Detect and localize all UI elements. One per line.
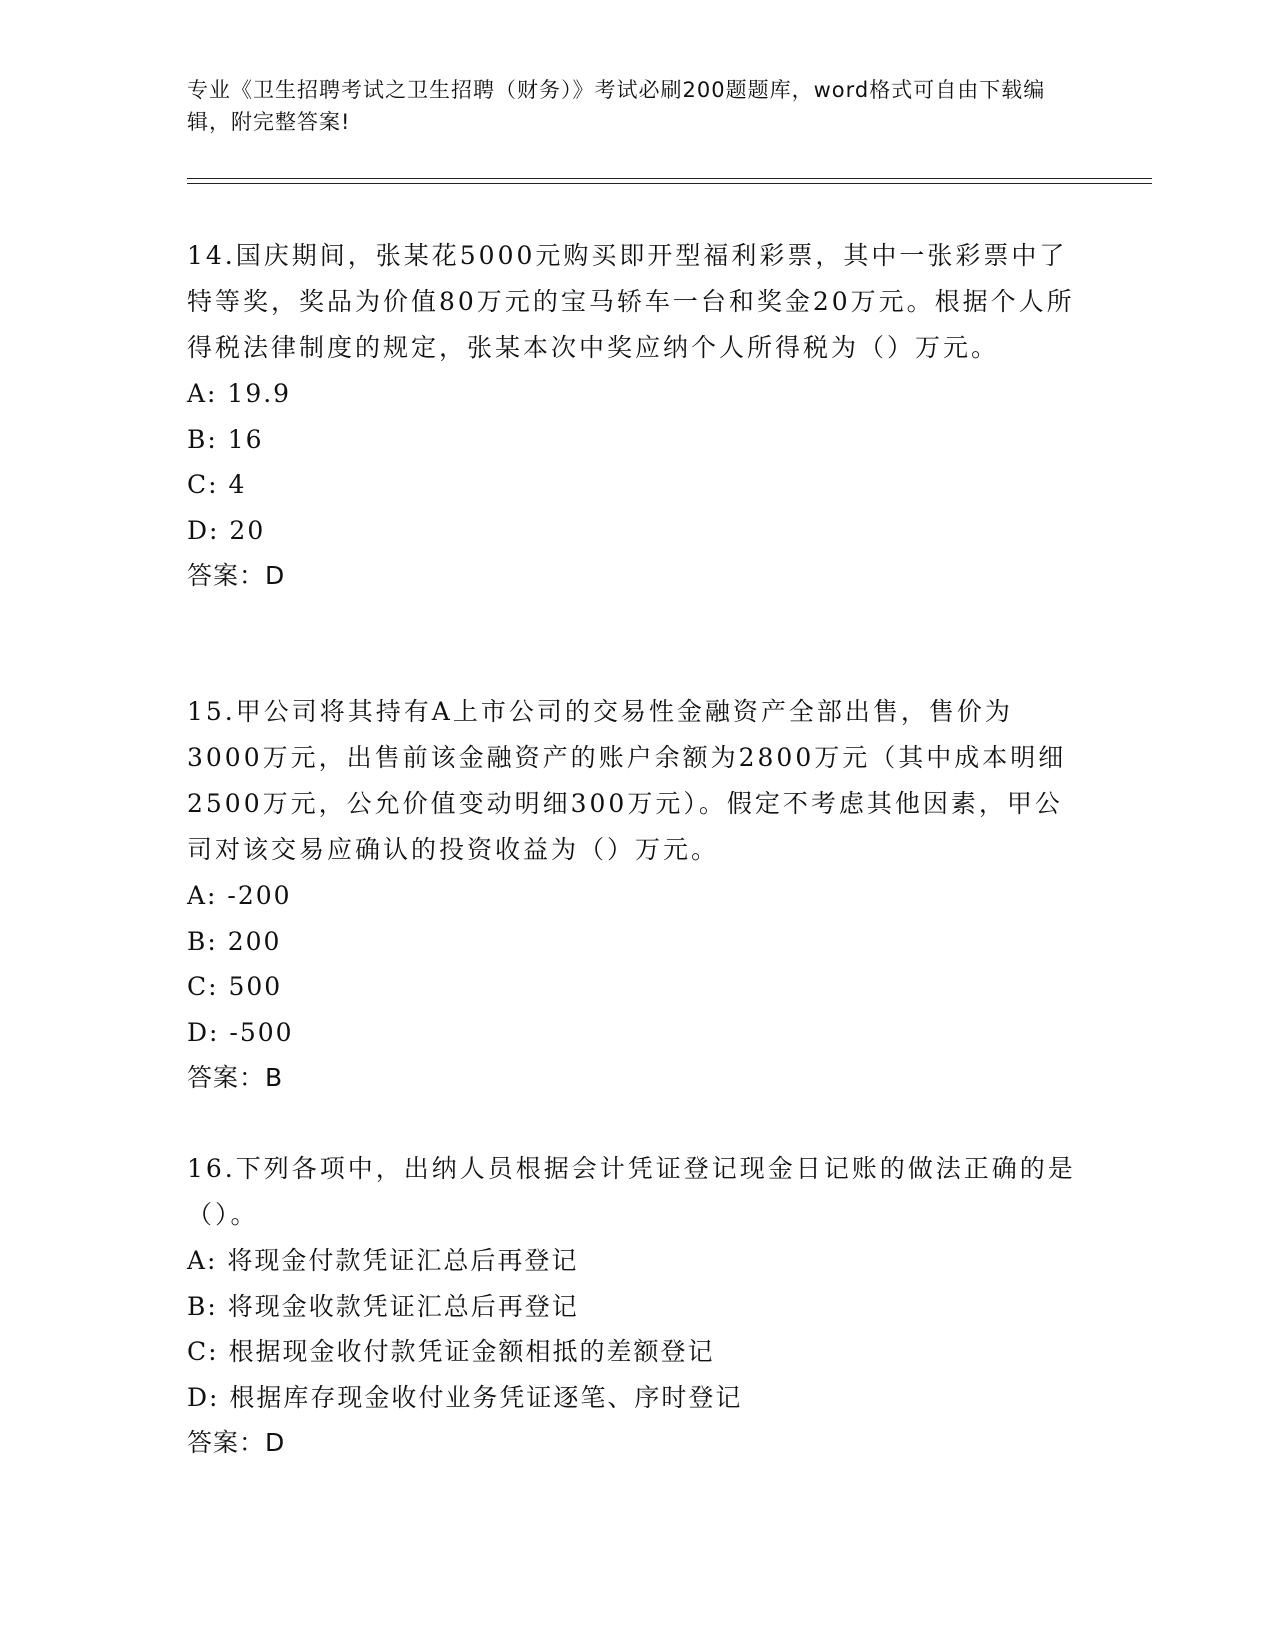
question-stem: 15.甲公司将其持有A上市公司的交易性金融资产全部出售，售价为3000万元，出售前该金融资产的账户余额为2800万元（其中成本明细2500万元，公允价值变动明细300万元）。假定不考虑其他因素，甲公司对该交易应确认的投资收益为（）万元。: [187, 697, 1067, 864]
header-divider-bottom: [187, 183, 1152, 184]
option-d: D: -500: [187, 1017, 294, 1047]
document-header: 专业《卫生招聘考试之卫生招聘（财务）》考试必刷200题题库，word格式可自由下载编辑，附完整答案!: [187, 78, 1046, 134]
option-d: D: 根据库存现金收付业务凭证逐笔、序时登记: [187, 1382, 743, 1412]
option-c: C: 500: [187, 972, 283, 1001]
answer: 答案：B: [187, 1063, 284, 1092]
option-a: A: 将现金付款凭证汇总后再登记: [187, 1246, 579, 1275]
option-c: C: 4: [187, 470, 247, 499]
question-14: [187, 233, 1087, 599]
option-c: C: 根据现金收付款凭证金额相抵的差额登记: [187, 1337, 715, 1366]
option-d: D: 20: [187, 515, 266, 545]
answer: 答案：D: [187, 1428, 286, 1457]
option-b: B: 16: [187, 424, 264, 454]
question-16: [187, 1146, 1087, 1466]
header-divider-top: [187, 178, 1152, 179]
question-stem: 16.下列各项中，出纳人员根据会计凭证登记现金日记账的做法正确的是（）。: [187, 1154, 1076, 1229]
option-b: B: 将现金收款凭证汇总后再登记: [187, 1291, 579, 1321]
option-a: A: 19.9: [187, 379, 292, 408]
question-stem: 14.国庆期间，张某花5000元购买即开型福利彩票，其中一张彩票中了特等奖，奖品为价值80万元的宝马轿车一台和奖金20万元。根据个人所得税法律制度的规定，张某本次中奖应纳个人所得税为（）万元。: [187, 241, 1075, 362]
question-15: [187, 689, 1087, 1101]
option-a: A: -200: [187, 881, 292, 910]
answer: 答案：D: [187, 561, 286, 590]
option-b: B: 200: [187, 926, 282, 956]
